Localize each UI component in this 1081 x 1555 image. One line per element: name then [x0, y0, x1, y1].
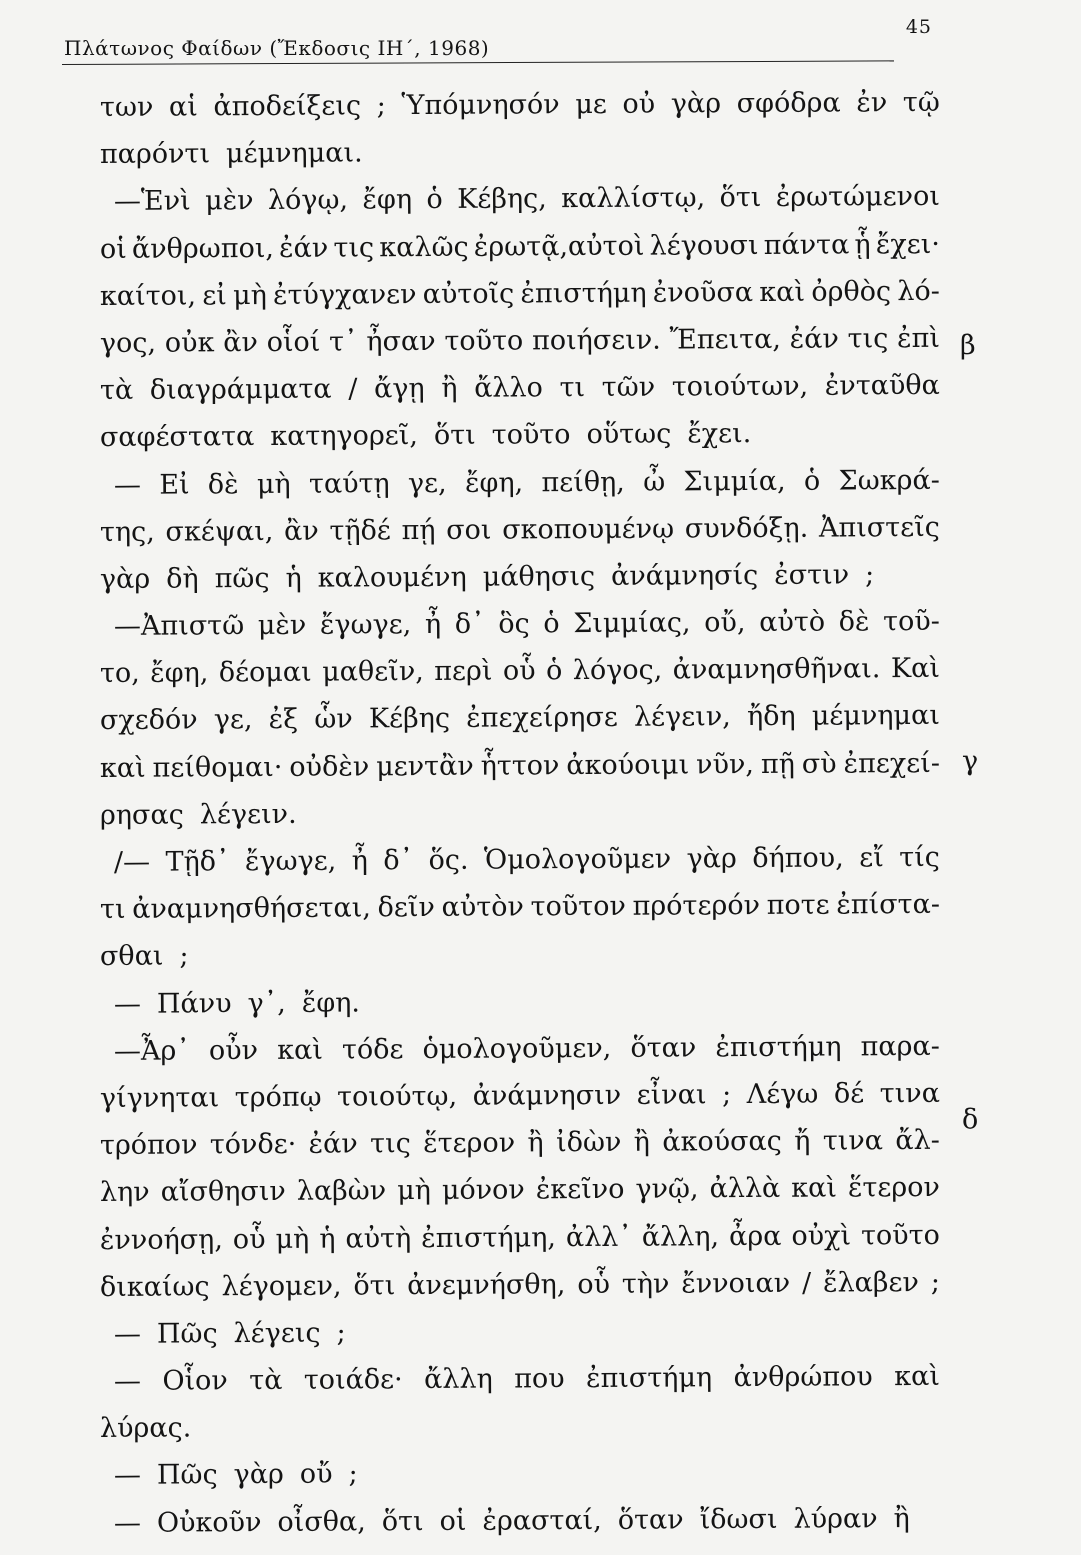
margin-letter-gamma: γ — [962, 746, 979, 777]
text-line: /— Τῇδ᾽ ἔγωγε, ἦ δ᾽ ὅς. Ὁμολογοῦμεν γὰρ δήπου, εἴ τίς — [113, 841, 940, 878]
text-line: — Εἰ δὲ μὴ ταύτῃ γε, ἔφη, πείθῃ, ὦ Σιμμία, ὁ Σωκρά- — [113, 464, 940, 501]
text-line: σχεδόν γε, ἐξ ὧν Κέβης ἐπεχείρησε λέγειν, ἤδη μέμνημαι — [99, 700, 940, 737]
text-line: γος, οὐκ ἂν οἷοί τ᾽ ἦσαν τοῦτο ποιήσειν. Ἔπειτα, ἐάν τις ἐπὶ — [99, 322, 940, 359]
text-line: — Πῶς γὰρ οὔ ; — [113, 1458, 358, 1492]
margin-letter-delta: δ — [962, 1104, 979, 1135]
text-line: τρόπον τόνδε· ἐάν τις ἕτερον ἢ ἰδὼν ἢ ἀκούσας ἤ τινα ἄλ- — [99, 1124, 940, 1162]
text-line: — Πάνυ γ᾽, ἔφη. — [113, 986, 361, 1020]
text-line: καίτοι, εἰ μὴ ἐτύγχανεν αὐτοῖς ἐπιστήμη ἐνοῦσα καὶ ὀρθὸς λό- — [99, 275, 940, 312]
running-head: Πλάτωνος Φαίδων (Ἔκδοσις ΙΗ΄, 1968) — [64, 36, 490, 60]
text-line: — Οἷον τὰ τοιάδε· ἄλλη που ἐπιστήμη ἀνθρώπου καὶ — [113, 1360, 941, 1397]
text-line: δικαίως λέγομεν, ὅτι ἀνεμνήσθη, οὗ τὴν ἔννοιαν / ἔλαβεν ; — [99, 1266, 940, 1303]
text-line: οἱ ἄνθρωποι, ἐάν τις καλῶς ἐρωτᾷ,αὐτοὶ λέγουσι πάντα ᾗ ἔχει· — [99, 228, 940, 265]
text-line: λην αἴσθησιν λαβὼν μὴ μόνον ἐκεῖνο γνῷ, ἀλλὰ καὶ ἕτερον — [99, 1172, 941, 1209]
text-line: της, σκέψαι, ἂν τῇδέ πῄ σοι σκοπουμένῳ συνδόξῃ. Ἀπιστεῖς — [99, 511, 940, 548]
text-line: γὰρ δὴ πῶς ἡ καλουμένη μάθησις ἀνάμνησίς ἐστιν ; — [99, 559, 875, 595]
text-line: —Ἀπιστῶ μὲν ἔγωγε, ἦ δ᾽ ὃς ὁ Σιμμίας, οὔ, αὐτὸ δὲ τοῦ- — [113, 605, 940, 642]
text-line: —Ἑνὶ μὲν λόγῳ, ἔφη ὁ Κέβης, καλλίστῳ, ὅτι ἐρωτώμενοι — [113, 181, 940, 218]
text-line: το, ἔφη, δέομαι μαθεῖν, περὶ οὗ ὁ λόγος, ἀναμνησθῆναι. Καὶ — [99, 653, 940, 690]
text-line: —Ἆρ᾽ οὖν καὶ τόδε ὁμολογοῦμεν, ὅταν ἐπιστήμη παρα- — [113, 1030, 940, 1067]
text-line: παρόντι μέμνημαι. — [99, 137, 363, 171]
text-line: — Πῶς λέγεις ; — [113, 1317, 346, 1350]
text-line: τὰ διαγράμματα / ἄγῃ ἢ ἄλλο τι τῶν τοιούτων, ἐνταῦθα — [99, 369, 940, 407]
body-text — [99, 86, 941, 1555]
text-line: — Οὐκοῦν οἶσθα, ὅτι οἱ ἐρασταί, ὅταν ἴδωσι λύραν ἢ — [113, 1502, 910, 1539]
text-line: λύρας. — [99, 1412, 192, 1445]
text-line: γίγνηται τρόπῳ τοιούτῳ, ἀνάμνησιν εἶναι ; Λέγω δέ τινα — [99, 1077, 940, 1114]
text-line: καὶ πείθομαι· οὐδὲν μεντἂν ἧττον ἀκούοιμι νῦν, πῇ σὺ ἐπεχεί- — [99, 747, 940, 784]
text-line: σαφέστατα κατηγορεῖ, ὅτι τοῦτο οὕτως ἔχει. — [99, 418, 752, 454]
text-line: ἐννοήσῃ, οὗ μὴ ἡ αὐτὴ ἐπιστήμη, ἀλλ᾽ ἄλλη, ἆρα οὐχὶ τοῦτο — [99, 1219, 940, 1256]
text-line: τι ἀναμνησθήσεται, δεῖν αὐτὸν τοῦτον πρότερόν ποτε ἐπίστα- — [99, 889, 941, 926]
header-rule — [62, 60, 894, 65]
text-line: σθαι ; — [99, 940, 189, 973]
margin-letter-beta: β — [960, 330, 976, 361]
page-number: 45 — [905, 16, 932, 38]
text-line: των αἱ ἀποδείξεις ; Ὑπόμνησόν με οὐ γὰρ σφόδρα ἐν τῷ — [99, 86, 940, 123]
page-header — [62, 14, 942, 66]
text-line: ρησας λέγειν. — [99, 798, 297, 831]
